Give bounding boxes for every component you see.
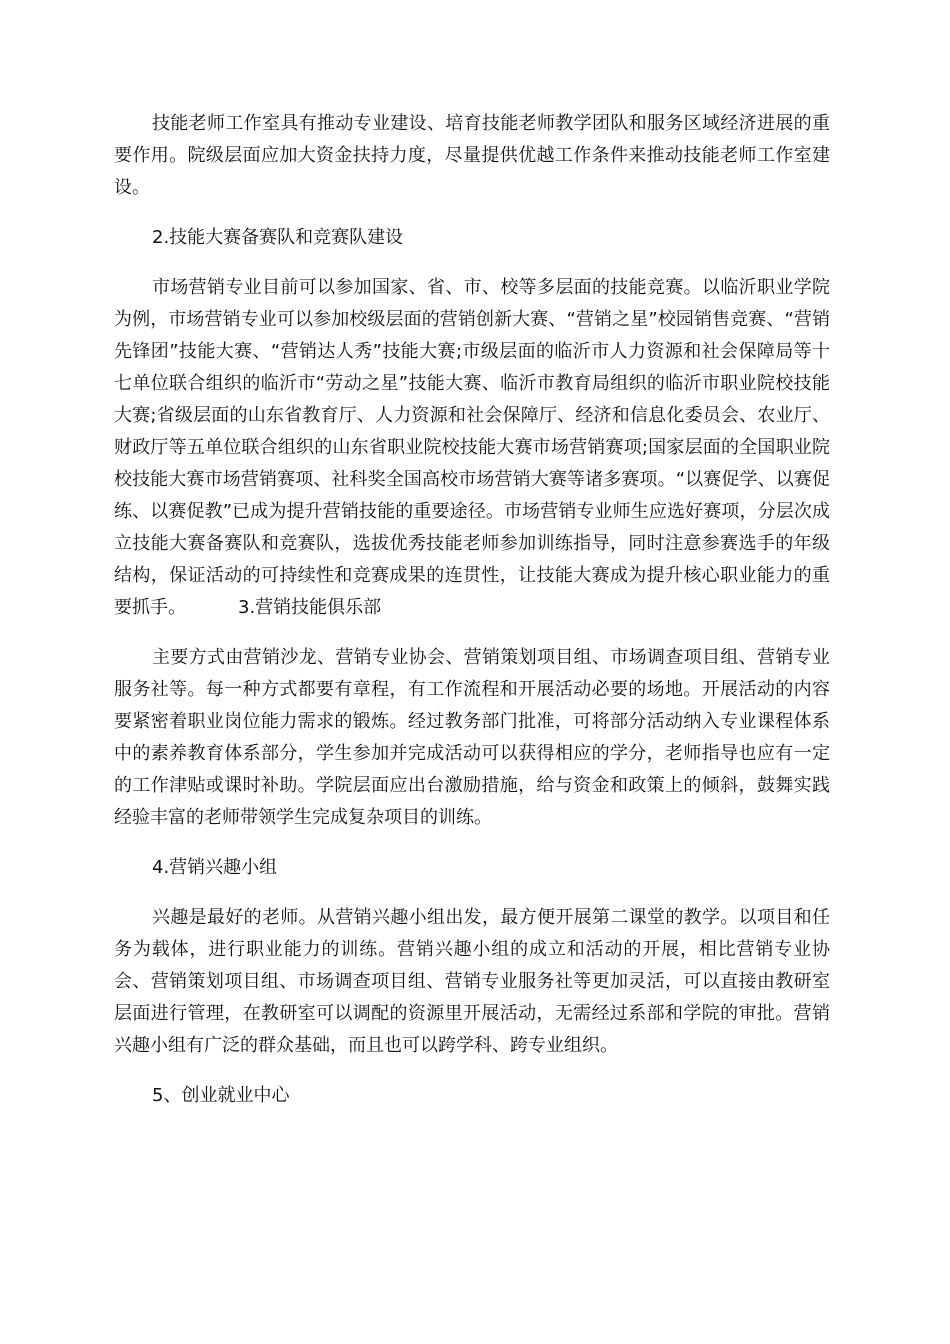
paragraph-skill-teacher-studio: 技能老师工作室具有推动专业建设、培育技能老师教学团队和服务区域经济进展的重要作用。院级层面应加大资金扶持力度，尽量提供优越工作条件来推动技能老师工作室建设。 bbox=[114, 113, 830, 198]
heading-employment-center: 5、创业就业中心 bbox=[152, 1085, 290, 1106]
heading-competition-teams: 2.技能大赛备赛队和竞赛队建设 bbox=[152, 227, 404, 248]
document-page bbox=[114, 108, 830, 1130]
heading-marketing-club: 3.营销技能俱乐部 bbox=[238, 597, 382, 618]
paragraph-competitions-text: 市场营销专业目前可以参加国家、省、市、校等多层面的技能竞赛。以临沂职业学院为例，市场营销专业可以参加校级层面的营销创新大赛、“营销之星”校园销售竞赛、“营销先锋团”技能大赛、“营销达人秀”技能大赛;市级层面的临沂市人力资源和社会保障局等十七单位联合组织的临沂市“劳动之星”技能大赛、临沂市教育局组织的临沂市职业院校技能大赛;省级层面的山东省教育厅、人力资源和社会保障厅、经济和信息化委员会、农业厅、财政厅等五单位联合组织的山东省职业院校技能大赛市场营销赛项;国家层面的全国职业院校技能大赛市场营销赛项、社科奖全国高校市场营销大赛等诸多赛项。“以赛促学、以赛促练、以赛促教”已成为提升营销技能的重要途径。市场营销专业师生应选好赛项，分层次成立技能大赛备赛队和竞赛队，选拔优秀技能老师参加训练指导，同时注意参赛选手的年级结构，保证活动的可持续性和竞赛成果的连贯性，让技能大赛成为提升核心职业能力的重要抓手。 bbox=[114, 277, 830, 618]
paragraph-interest-group: 兴趣是最好的老师。从营销兴趣小组出发，最方便开展第二课堂的教学。以项目和任务为载体，进行职业能力的训练。营销兴趣小组的成立和活动的开展，相比营销专业协会、营销策划项目组、市场调查项目组、营销专业服务社等更加灵活，可以直接由教研室层面进行管理，在教研室可以调配的资源里开展活动，无需经过系部和学院的审批。营销兴趣小组有广泛的群众基础，而且也可以跨学科、跨专业组织。 bbox=[114, 907, 830, 1056]
paragraph-marketing-club: 主要方式由营销沙龙、营销专业协会、营销策划项目组、市场调查项目组、营销专业服务社等。每一种方式都要有章程，有工作流程和开展活动必要的场地。开展活动的内容要紧密着职业岗位能力需求的锻炼。经过教务部门批准，可将部分活动纳入专业课程体系中的素养教育体系部分，学生参加并完成活动可以获得相应的学分，老师指导也应有一定的工作津贴或课时补助。学院层面应出台激励措施，给与资金和政策上的倾斜，鼓舞实践经验丰富的老师带领学生完成复杂项目的训练。 bbox=[114, 647, 830, 828]
paragraph-competitions bbox=[114, 272, 830, 624]
heading-interest-group: 4.营销兴趣小组 bbox=[152, 857, 278, 878]
